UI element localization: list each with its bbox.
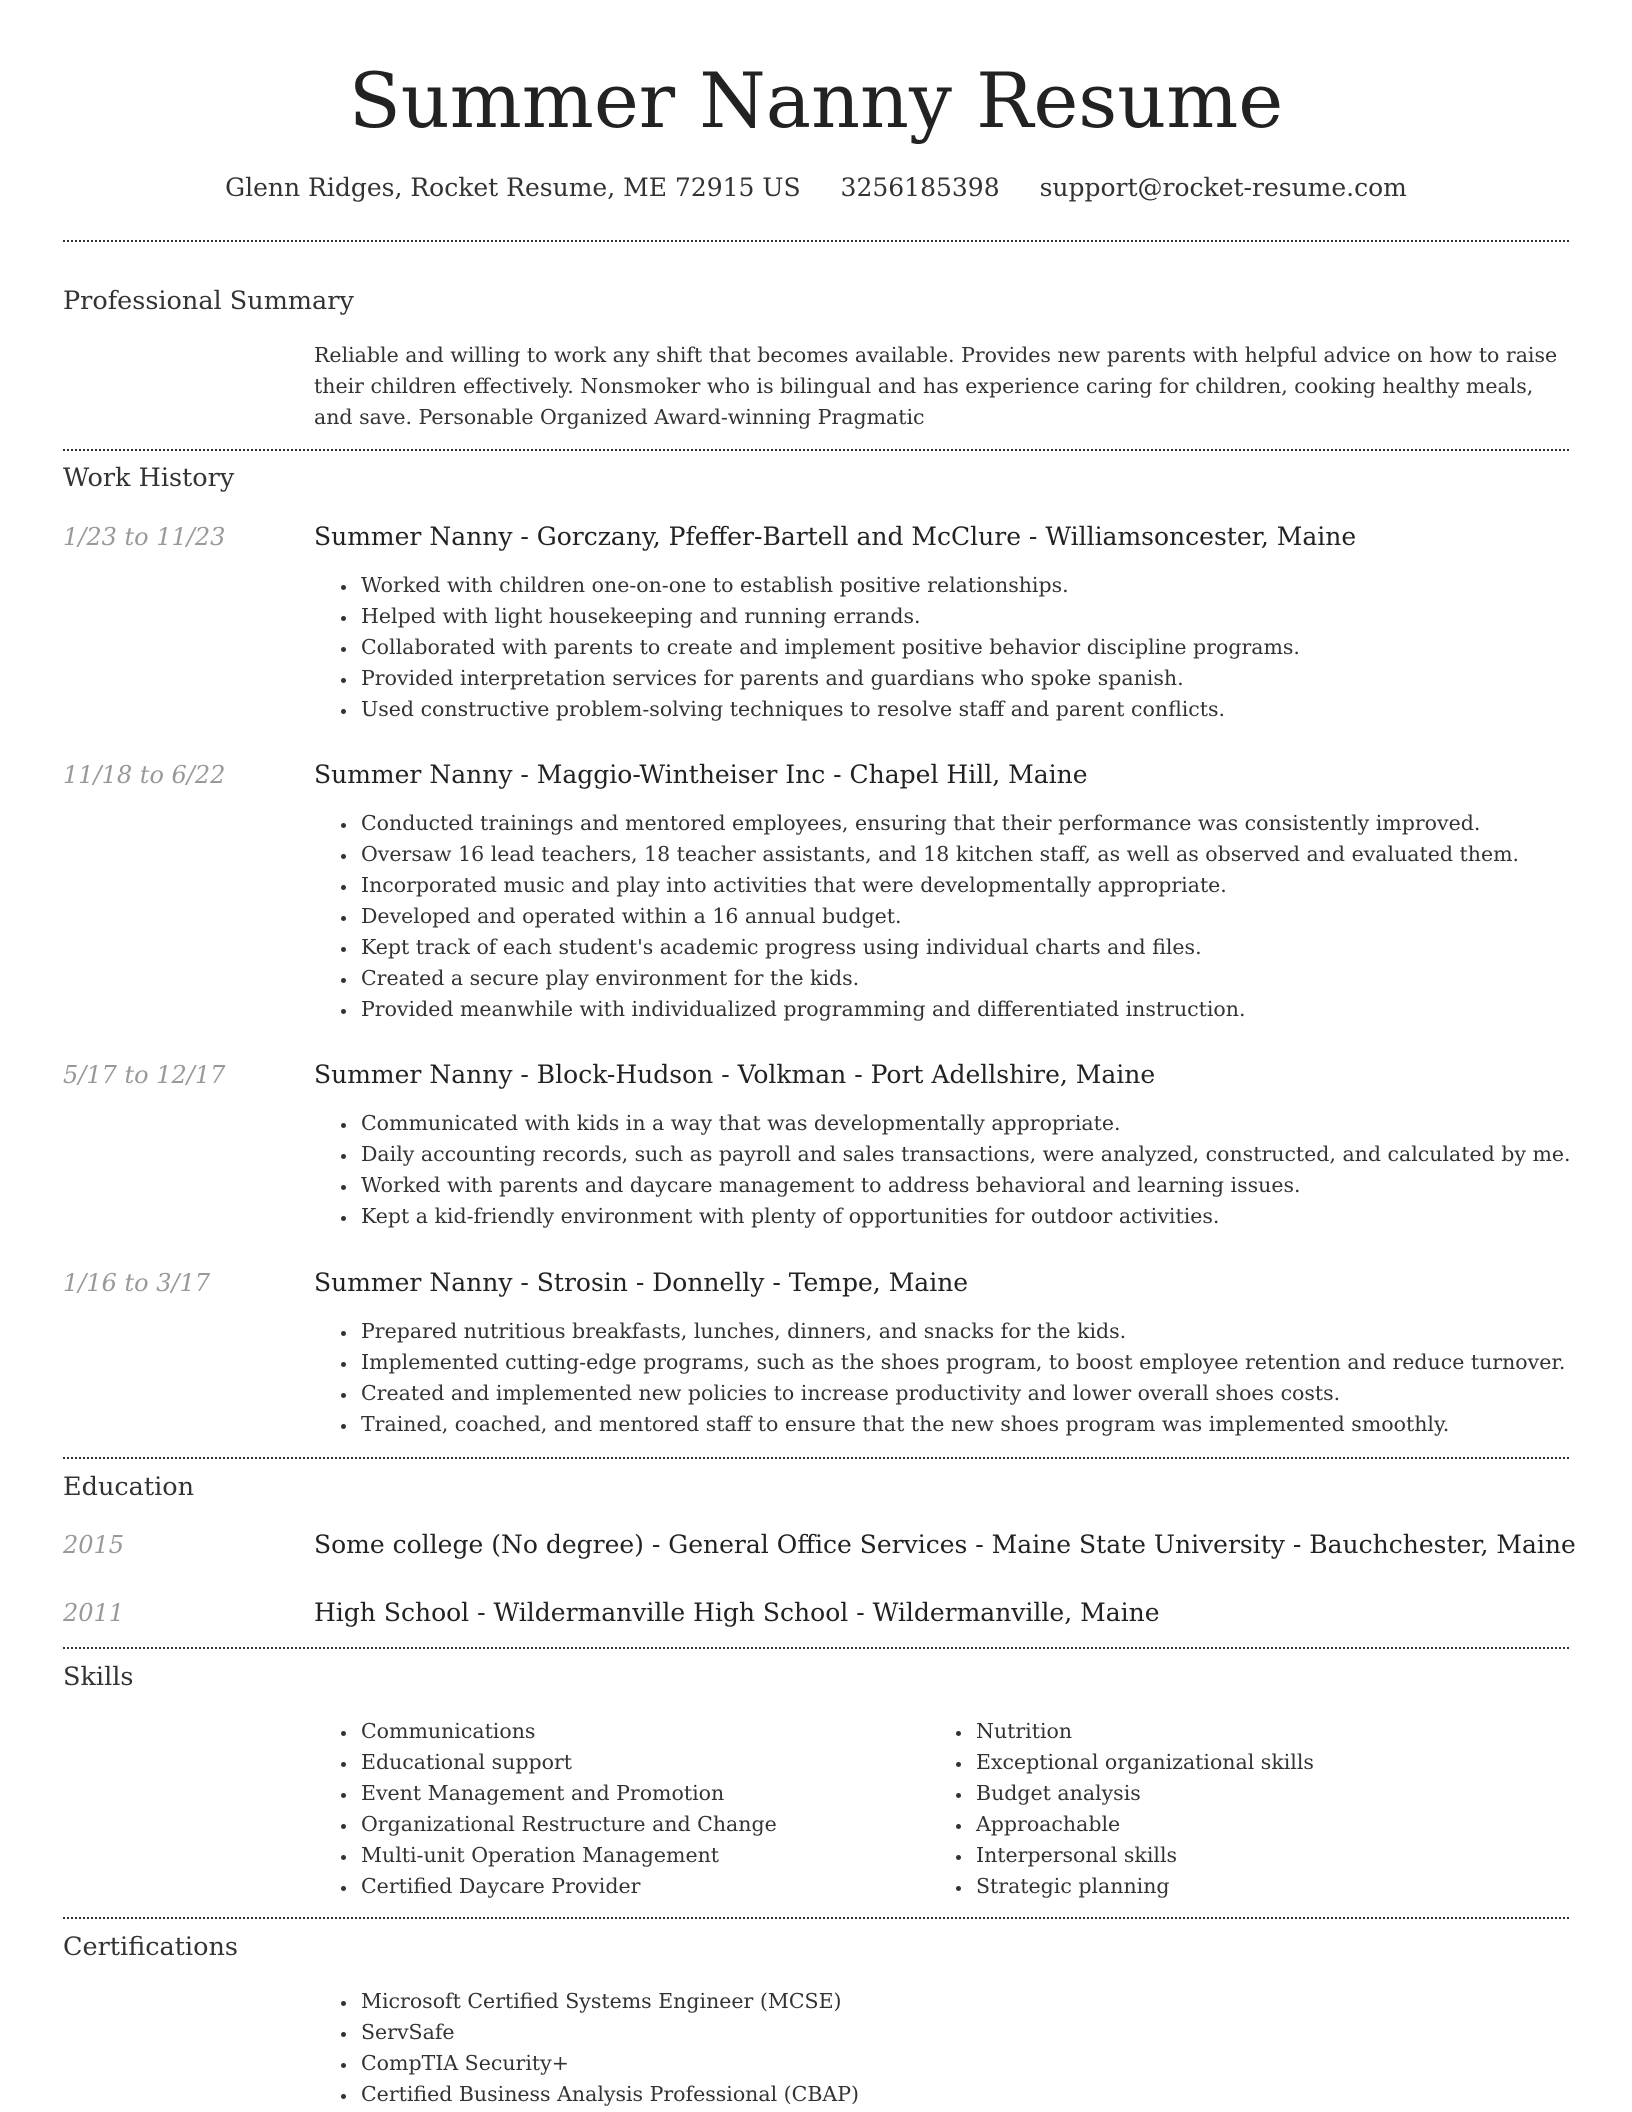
list-item: • Event Management and Promotion bbox=[358, 1778, 777, 1809]
education-year: 2011 bbox=[63, 1599, 125, 1627]
list-item: • Provided meanwhile with individualized programming and differentiated instruction. bbox=[358, 994, 1519, 1025]
list-item: • Developed and operated within a 16 annual budget. bbox=[358, 901, 1519, 932]
divider bbox=[63, 240, 1569, 242]
resume-page bbox=[63, 0, 1576, 2112]
list-item: • Incorporated music and play into activities that were developmentally appropriate. bbox=[358, 870, 1519, 901]
list-item: • Kept track of each student's academic progress using individual charts and files. bbox=[358, 932, 1519, 963]
divider bbox=[63, 1457, 1569, 1459]
list-item: • Oversaw 16 lead teachers, 18 teacher assistants, and 18 kitchen staff, as well as observed and evaluated them. bbox=[358, 839, 1519, 870]
contact-phone: 3256185398 bbox=[840, 173, 1000, 202]
list-item: • Certified Daycare Provider bbox=[358, 1871, 777, 1902]
job-bullets bbox=[358, 1108, 1571, 1232]
job-dates: 5/17 to 12/17 bbox=[63, 1061, 226, 1089]
job-title: Summer Nanny - Maggio-Wintheiser Inc - Chapel Hill, Maine bbox=[314, 760, 1088, 789]
list-item: • Worked with parents and daycare management to address behavioral and learning issues. bbox=[358, 1170, 1571, 1201]
list-item: • Provided interpretation services for parents and guardians who spoke spanish. bbox=[358, 663, 1300, 694]
summary-text: Reliable and willing to work any shift that becomes available. Provides new parents with helpful advice on how to raise their children effectively. Nonsmoker who is bilingual and has experience caring for children, cooking healthy meals, and save. Personable Organized Award-winning Pragmatic bbox=[314, 343, 1558, 429]
list-item: • Implemented cutting-edge programs, such as the shoes program, to boost employee retention and reduce turnover. bbox=[358, 1347, 1565, 1378]
list-item: • Nutrition bbox=[973, 1716, 1314, 1747]
list-item: • Exceptional organizational skills bbox=[973, 1747, 1314, 1778]
list-item: • Communicated with kids in a way that was developmentally appropriate. bbox=[358, 1108, 1571, 1139]
skills-list-right bbox=[973, 1716, 1314, 1902]
section-title-work-history: Work History bbox=[63, 463, 235, 493]
list-item: • Worked with children one-on-one to establish positive relationships. bbox=[358, 570, 1300, 601]
list-item: • Prepared nutritious breakfasts, lunches, dinners, and snacks for the kids. bbox=[358, 1316, 1565, 1347]
divider bbox=[63, 1917, 1569, 1919]
list-item: • Conducted trainings and mentored employees, ensuring that their performance was consistently improved. bbox=[358, 808, 1519, 839]
contact-address: Glenn Ridges, Rocket Resume, ME 72915 US bbox=[225, 173, 801, 202]
list-item: • Used constructive problem-solving techniques to resolve staff and parent conflicts. bbox=[358, 694, 1300, 725]
divider bbox=[63, 1647, 1569, 1649]
job-title: Summer Nanny - Gorczany, Pfeffer-Bartell and McClure - Williamsoncester, Maine bbox=[314, 522, 1357, 551]
list-item: • Certified Business Analysis Professional (CBAP) bbox=[358, 2079, 859, 2110]
list-item: • Interpersonal skills bbox=[973, 1840, 1314, 1871]
section-title-summary: Professional Summary bbox=[63, 286, 354, 316]
certifications-list bbox=[358, 1986, 859, 2110]
list-item: • Created a secure play environment for the kids. bbox=[358, 963, 1519, 994]
list-item: • Organizational Restructure and Change bbox=[358, 1809, 777, 1840]
section-title-skills: Skills bbox=[63, 1662, 134, 1692]
list-item: • Strategic planning bbox=[973, 1871, 1314, 1902]
list-item: • Multi-unit Operation Management bbox=[358, 1840, 777, 1871]
list-item: • Created and implemented new policies to increase productivity and lower overall shoes costs. bbox=[358, 1378, 1565, 1409]
job-dates: 11/18 to 6/22 bbox=[63, 761, 226, 789]
job-title: Summer Nanny - Block-Hudson - Volkman - Port Adellshire, Maine bbox=[314, 1060, 1156, 1089]
list-item: • Budget analysis bbox=[973, 1778, 1314, 1809]
section-title-education: Education bbox=[63, 1472, 195, 1502]
skills-list-left bbox=[358, 1716, 777, 1902]
list-item: • Educational support bbox=[358, 1747, 777, 1778]
list-item: • Trained, coached, and mentored staff to ensure that the new shoes program was implemented smoothly. bbox=[358, 1409, 1565, 1440]
section-title-certifications: Certifications bbox=[63, 1932, 238, 1962]
list-item: • Microsoft Certified Systems Engineer (MCSE) bbox=[358, 1986, 859, 2017]
job-bullets bbox=[358, 808, 1519, 1025]
education-entry: High School - Wildermanville High School - Wildermanville, Maine bbox=[314, 1598, 1160, 1627]
job-dates: 1/23 to 11/23 bbox=[63, 523, 226, 551]
list-item: • Kept a kid-friendly environment with plenty of opportunities for outdoor activities. bbox=[358, 1201, 1571, 1232]
education-entry: Some college (No degree) - General Office Services - Maine State University - Bauchchester, Maine bbox=[314, 1530, 1576, 1559]
resume-title: Summer Nanny Resume bbox=[348, 56, 1284, 145]
education-year: 2015 bbox=[63, 1531, 125, 1559]
list-item: • Helped with light housekeeping and running errands. bbox=[358, 601, 1300, 632]
list-item: • CompTIA Security+ bbox=[358, 2048, 859, 2079]
list-item: • Collaborated with parents to create and implement positive behavior discipline programs. bbox=[358, 632, 1300, 663]
divider bbox=[63, 449, 1569, 451]
job-dates: 1/16 to 3/17 bbox=[63, 1269, 211, 1297]
list-item: • Daily accounting records, such as payroll and sales transactions, were analyzed, constructed, and calculated by me. bbox=[358, 1139, 1571, 1170]
list-item: • ServSafe bbox=[358, 2017, 859, 2048]
contact-email: support@rocket-resume.com bbox=[1039, 173, 1407, 202]
job-bullets bbox=[358, 1316, 1565, 1440]
job-title: Summer Nanny - Strosin - Donnelly - Tempe, Maine bbox=[314, 1268, 969, 1297]
list-item: • Communications bbox=[358, 1716, 777, 1747]
job-bullets bbox=[358, 570, 1300, 725]
contact-line bbox=[63, 168, 1569, 208]
list-item: • Approachable bbox=[973, 1809, 1314, 1840]
